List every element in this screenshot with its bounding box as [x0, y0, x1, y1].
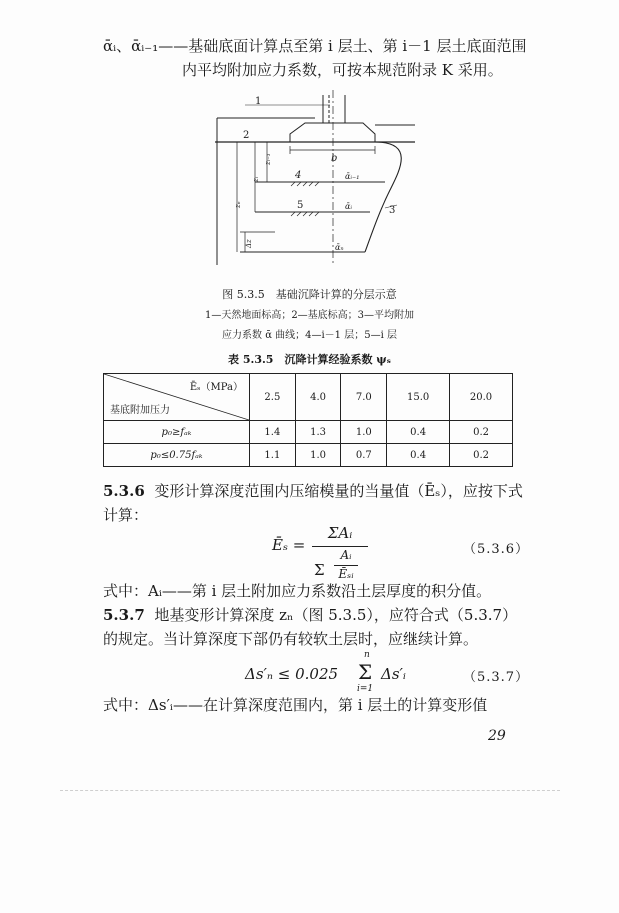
equation-number-5-3-7: （5.3.7）	[463, 670, 530, 685]
inner-fraction-bar	[334, 565, 358, 566]
table-row	[104, 444, 513, 467]
sum-sign: Σ	[358, 660, 373, 684]
sum-lower: i=1	[357, 684, 374, 694]
def-text-1: ——基础底面计算点至第 i 层土、第 i－1 层土底面范围	[158, 37, 527, 55]
label-alpha-n: ᾱₙ	[335, 243, 344, 252]
row-label: p₀≤0.75fₐₖ	[104, 444, 250, 467]
section-number: 5.3.7	[103, 606, 145, 624]
page-number: 29	[488, 728, 506, 744]
label-4: 4	[295, 170, 302, 181]
table-cell: 1.1	[250, 444, 296, 467]
table-cell: 0.7	[341, 444, 387, 467]
settlement-layer-figure	[215, 90, 420, 270]
alpha-curve	[365, 142, 401, 252]
section-text: 地基变形计算深度 zₙ（图 5.3.5），应符合式（5.3.7）	[154, 606, 518, 624]
col-header: 4.0	[295, 374, 341, 421]
table-cell: 1.3	[295, 421, 341, 444]
label-5: 5	[297, 200, 304, 211]
sum-upper: n	[364, 650, 370, 660]
formula-5-3-7-left: Δs′ₙ ≤ 0.025	[245, 665, 339, 683]
label-z-i1: zᵢ₋₁	[264, 153, 272, 165]
fraction-bar	[312, 546, 368, 547]
label-alpha-i: ᾱᵢ	[345, 202, 353, 211]
col-header: 20.0	[450, 374, 513, 421]
col-header: 7.0	[341, 374, 387, 421]
table-cell: 1.0	[341, 421, 387, 444]
denominator-denominator: Ēₛᵢ	[338, 567, 354, 581]
label-z-n: zₙ	[234, 201, 242, 208]
table-cell: 0.2	[450, 421, 513, 444]
label-alpha-i1: ᾱᵢ₋₁	[345, 172, 360, 181]
denominator-numerator: Aᵢ	[340, 548, 352, 562]
header-bottom-label: 基底附加压力	[110, 405, 170, 416]
table-cell: 0.4	[387, 421, 450, 444]
formula-5-3-7-right: Δs′ᵢ	[381, 665, 406, 683]
scan-artifact-line	[60, 790, 560, 791]
formula-lhs: Ēₛ =	[272, 536, 306, 554]
figure-caption-title: 图 5.3.5 基础沉降计算的分层示意	[222, 288, 397, 301]
denominator-sigma: Σ	[314, 561, 325, 579]
footing	[290, 123, 375, 142]
formula-numerator: ΣAᵢ	[327, 524, 353, 542]
label-dz: Δz	[245, 239, 253, 248]
section-5-3-7-line-1	[103, 605, 517, 625]
section-5-3-6-line-2: 计算：	[103, 506, 149, 524]
label-2: 2	[243, 130, 250, 141]
label-z-i: zᵢ	[252, 176, 260, 182]
section-5-3-6-line-1	[103, 481, 523, 501]
table-cell: 1.4	[250, 421, 296, 444]
table-title: 表 5.3.5 沉降计算经验系数 ψₛ	[228, 353, 391, 366]
def-line-2: 内平均附加应力系数，可按本规范附录 K 采用。	[182, 61, 503, 79]
figure-caption-line-2: 应力系数 ᾱ 曲线；4—i－1 层；5—i 层	[222, 330, 397, 341]
alpha-symbols: ᾱᵢ、ᾱᵢ₋₁	[103, 37, 159, 55]
section-5-3-7-line-2: 的规定。当计算深度下部仍有较软土层时，应继续计算。	[103, 630, 479, 648]
label-3: 3	[389, 205, 396, 216]
table-cell: 0.4	[387, 444, 450, 467]
table-row	[104, 421, 513, 444]
section-number: 5.3.6	[103, 482, 145, 500]
where-5-3-7: 式中：Δs′ᵢ——在计算深度范围内，第 i 层土的计算变形值	[103, 696, 488, 714]
row-label: p₀≥fₐₖ	[104, 421, 250, 444]
settlement-coefficient-table	[103, 373, 513, 467]
table-cell: 1.0	[295, 444, 341, 467]
table-cell: 0.2	[450, 444, 513, 467]
where-5-3-6: 式中：Aᵢ——第 i 层土附加应力系数沿土层厚度的积分值。	[103, 582, 492, 600]
section-text: 变形计算深度范围内压缩模量的当量值（Ēₛ），应按下式	[154, 482, 523, 500]
table-header-row	[104, 374, 513, 421]
def-line-1	[103, 36, 526, 56]
figure-caption-line-1: 1—天然地面标高；2—基底标高；3—平均附加	[204, 310, 415, 321]
diagonal-header-cell	[104, 374, 250, 421]
label-1: 1	[255, 96, 262, 107]
col-header: 15.0	[387, 374, 450, 421]
label-b: b	[331, 153, 338, 164]
header-top-label: Ēₛ（MPa）	[189, 382, 243, 393]
col-header: 2.5	[250, 374, 296, 421]
equation-number-5-3-6: （5.3.6）	[463, 542, 530, 557]
